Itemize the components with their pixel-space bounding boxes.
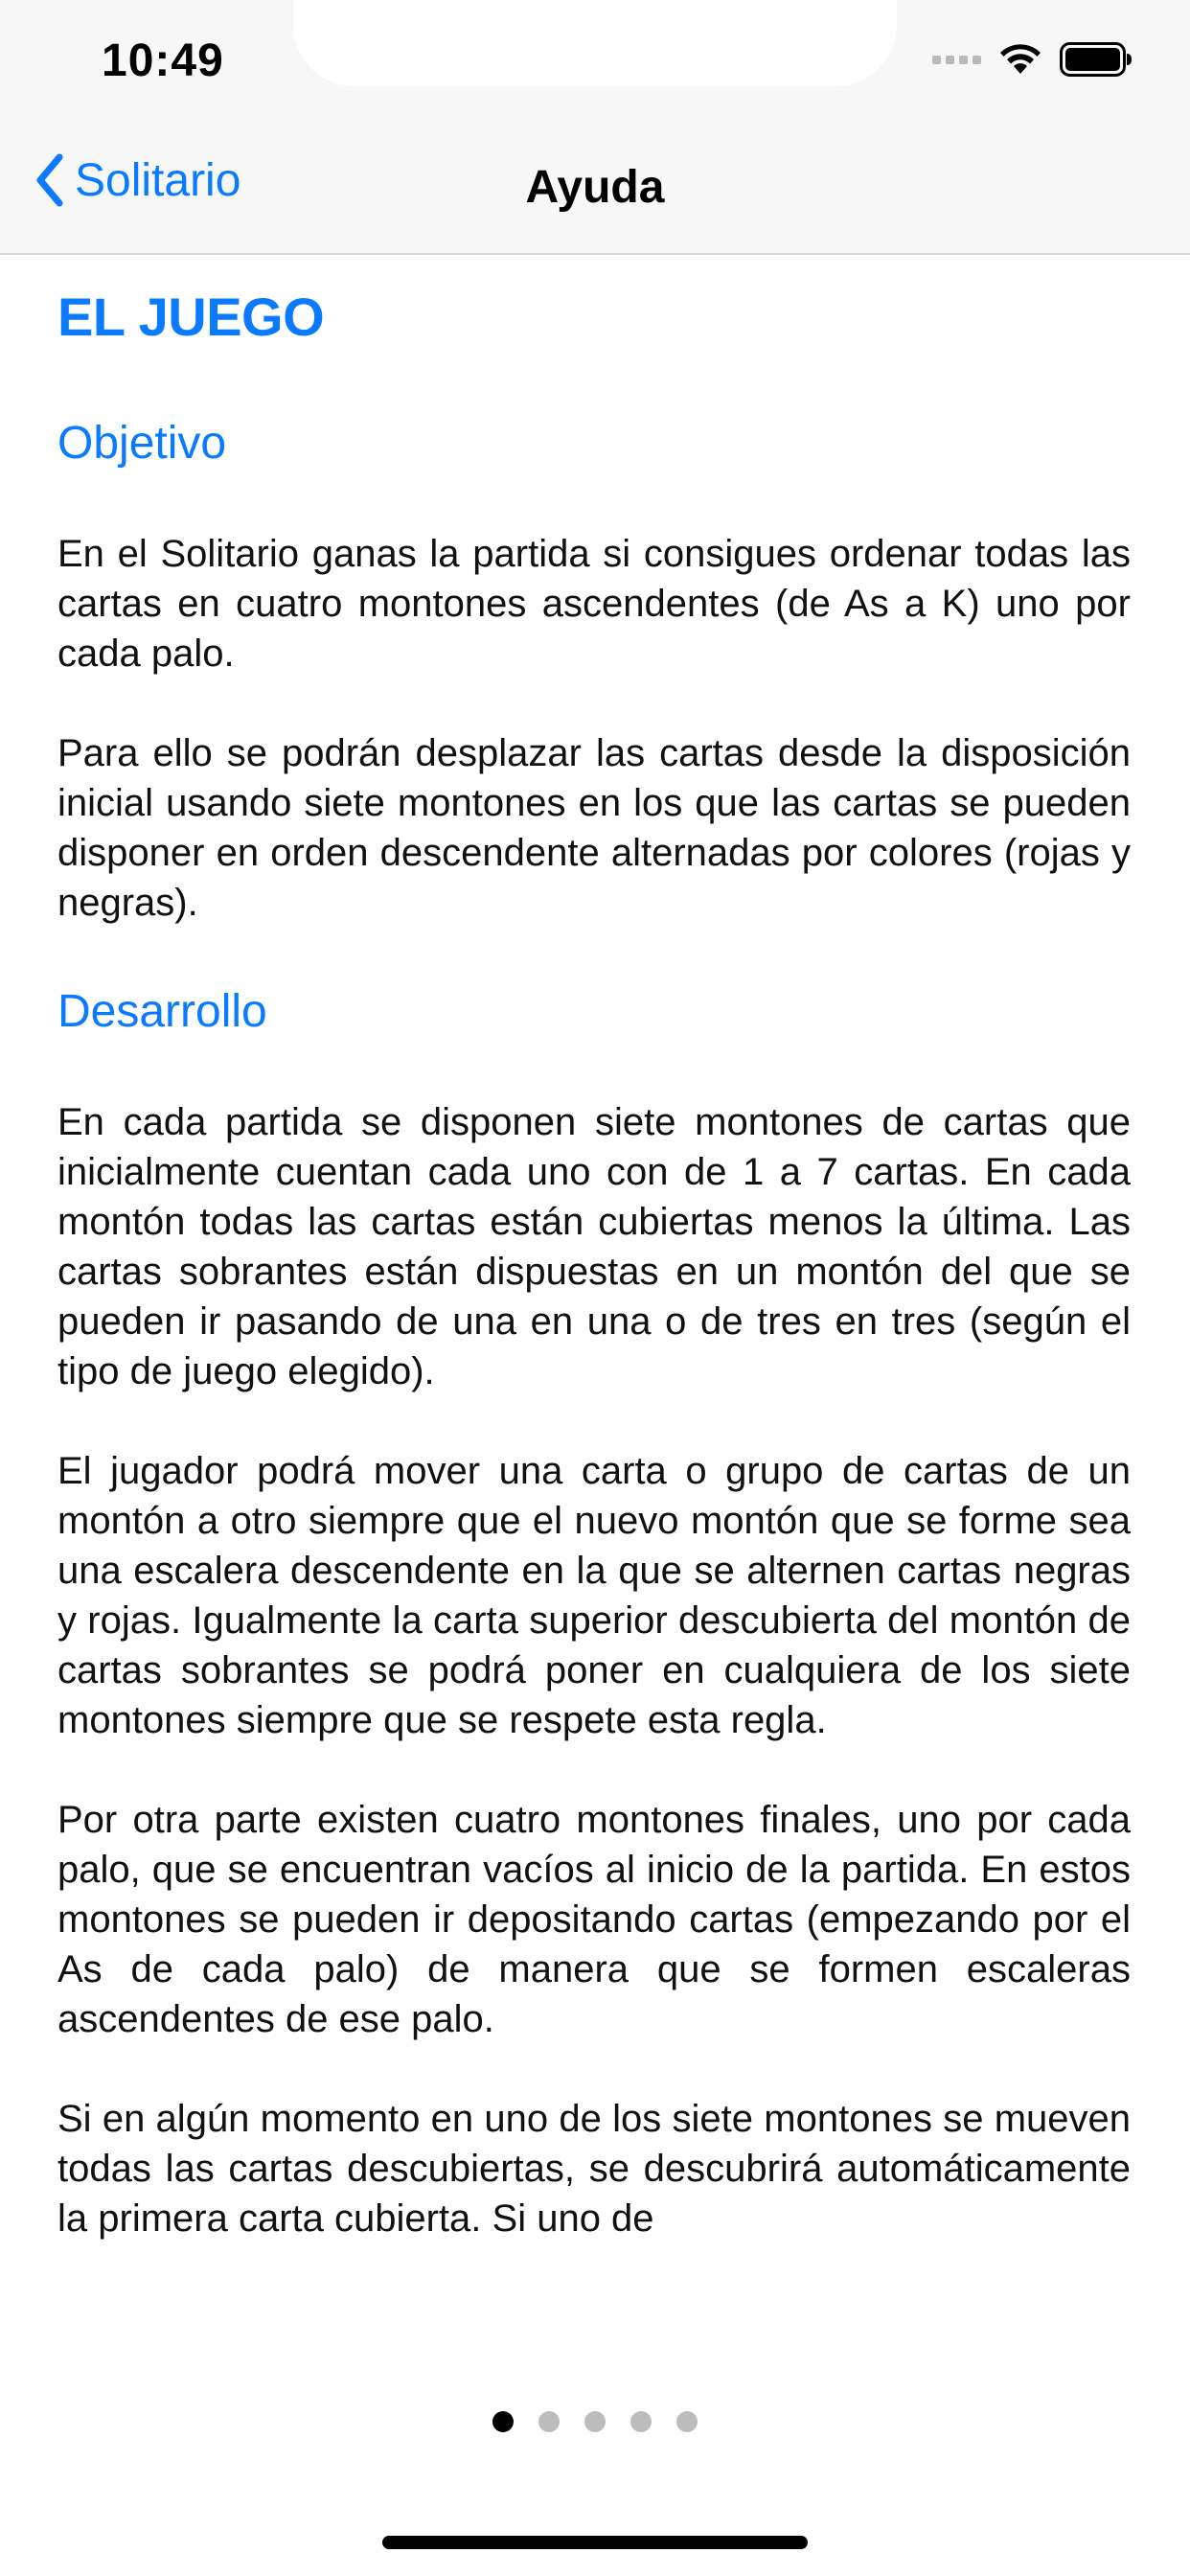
page-dot-2[interactable] [538,2411,560,2432]
cellular-signal-icon [932,56,981,64]
development-heading: Desarrollo [57,986,267,1037]
page-indicator[interactable] [0,2411,1190,2432]
home-indicator[interactable] [382,2536,808,2549]
back-button-label: Solitario [75,154,241,206]
objective-paragraph-1: En el Solitario ganas la partida si consigues ordenar todas las cartas en cuatro montones ascendentes (de As a K) uno por cada palo. [57,533,1131,675]
help-content[interactable] [57,278,1131,2329]
page-title: Ayuda [525,162,665,213]
battery-icon [1060,42,1133,77]
status-icons [932,42,1133,77]
device-notch [293,0,897,86]
development-paragraph-3: Por otra parte existen cuatro montones finales, uno por cada palo, que se encuentran vacíos al inicio de la partida. En estos montones se pueden ir depositando cartas (empezando por el As de cada palo) de manera que se formen escaleras ascendentes de ese palo. [57,1799,1131,2040]
navigation-bar [0,0,1190,255]
wifi-icon [998,43,1042,76]
page-dot-5[interactable] [676,2411,698,2432]
objective-paragraph-2: Para ello se podrán desplazar las cartas desde la disposición inicial usando siete montones en los que las cartas se pueden disponer en orden descendente alternadas por colores (rojas y negras). [57,732,1131,924]
objective-heading: Objetivo [57,418,227,469]
development-paragraph-4: Si en algún momento en uno de los siete montones se mueven todas las cartas descubiertas, se descubrirá automáticamente la primera carta cubierta. Si uno de [57,2098,1131,2240]
status-time: 10:49 [102,35,224,86]
development-paragraph-2: El jugador podrá mover una carta o grupo de cartas de un montón a otro siempre que el nuevo montón que se forme sea una escalera descendente en la que se alternen cartas negras y rojas. Igualmente la carta superior descubierta del montón de cartas sobrantes se podrá poner en cualquiera de los siete montones siempre que se respete esta regla. [57,1450,1131,1741]
development-paragraph-1: En cada partida se disponen siete montones de cartas que inicialmente cuentan cada uno con de 1 a 7 cartas. En cada montón todas las cartas están cubiertas menos la última. Las cartas sobrantes están dispuestas en un montón del que se pueden ir pasando de una en una o de tres en tres (según el tipo de juego elegido). [57,1101,1131,1392]
page-dot-1[interactable] [492,2411,514,2432]
section-title: EL JUEGO [57,287,325,347]
page-dot-3[interactable] [584,2411,606,2432]
page-dot-4[interactable] [630,2411,652,2432]
